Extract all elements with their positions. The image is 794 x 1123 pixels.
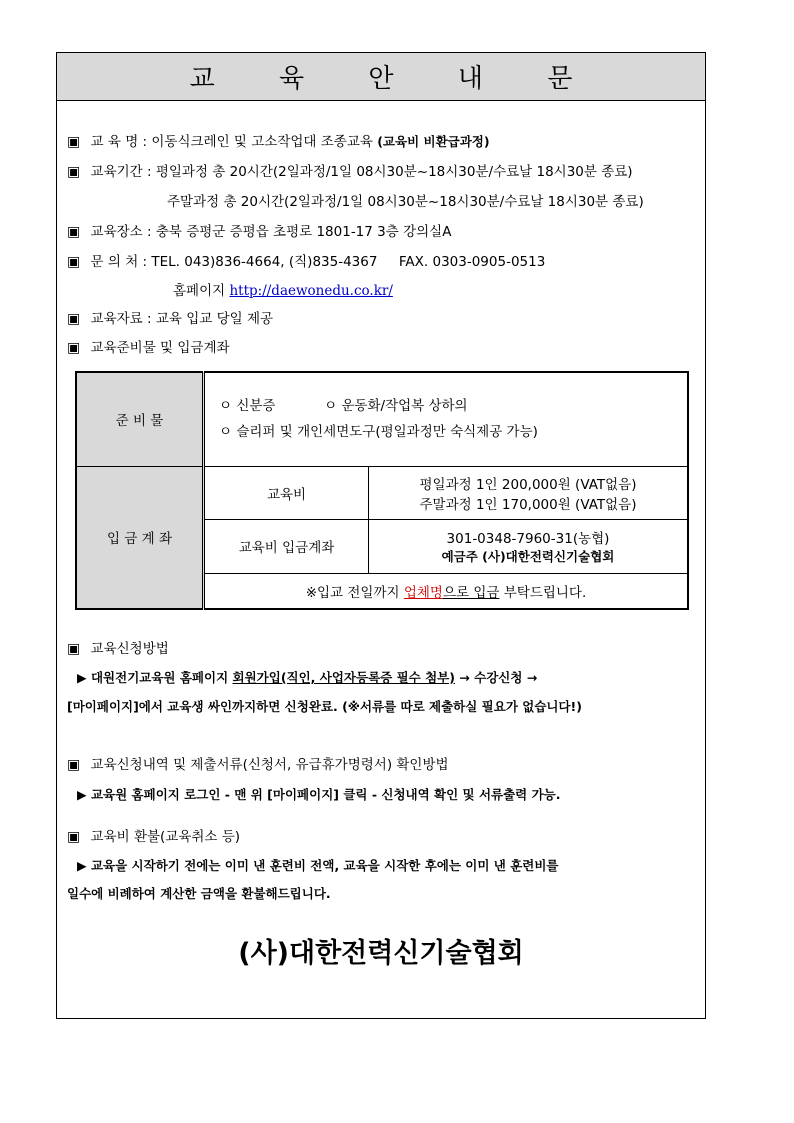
apply-line1-pre: 대원전기교육원 홈페이지 bbox=[90, 670, 233, 685]
bullet-icon: ▣ bbox=[67, 340, 81, 356]
contact-label: 문 의 처 : bbox=[90, 254, 148, 270]
contact-row bbox=[67, 253, 545, 271]
table-row bbox=[76, 372, 688, 466]
contact-value: TEL. 043)836-4664, (직)835-4367 FAX. 0303-0905-0513 bbox=[151, 254, 546, 270]
refund-line-2 bbox=[67, 885, 331, 903]
notice-cell bbox=[204, 573, 689, 609]
prep-item-workwear: ㅇ 운동화/작업복 상하의 bbox=[324, 398, 468, 415]
place-label: 교육장소 : bbox=[90, 224, 152, 240]
notice-company-name: 업체명 bbox=[403, 584, 443, 601]
refund-heading: 교육비 환불(교육취소 등) bbox=[90, 829, 241, 845]
course-note: (교육비 비환급과정) bbox=[377, 134, 490, 149]
account-label-cell bbox=[204, 519, 369, 573]
apply-line-1 bbox=[77, 669, 537, 687]
place-row bbox=[67, 223, 451, 241]
prep-item-id: ㅇ 신분증 bbox=[219, 398, 276, 415]
payment-header-cell bbox=[76, 466, 204, 609]
bullet-icon: ▣ bbox=[67, 829, 81, 845]
payment-header: 입 금 계 좌 bbox=[106, 531, 173, 548]
table-row bbox=[76, 466, 688, 519]
arrow-icon: ▶ bbox=[77, 787, 87, 802]
account-label: 교육비 입금계좌 bbox=[238, 540, 335, 556]
period-row bbox=[67, 163, 633, 181]
apply-line2: [마이페이지]에서 교육생 싸인까지하면 신청완료. (※서류를 따로 제출하실 필요가 없습니다!) bbox=[67, 699, 582, 714]
apply-line1-post: → 수강신청 → bbox=[454, 670, 538, 685]
prep-item-toiletries: ㅇ 슬리퍼 및 개인세면도구(평일과정만 숙식제공 가능) bbox=[219, 424, 538, 441]
check-line1: 교육원 홈페이지 로그인 - 맨 위 [마이페이지] 클릭 - 신청내역 확인 및 서류출력 가능. bbox=[90, 787, 561, 802]
prep-payment-table bbox=[75, 371, 689, 610]
course-label: 교 육 명 : bbox=[90, 134, 148, 150]
bullet-icon: ▣ bbox=[67, 641, 81, 657]
apply-line-2 bbox=[67, 698, 582, 716]
place-value: 충북 증평군 증평읍 초평로 1801-17 3층 강의실A bbox=[155, 224, 452, 240]
apply-heading: 교육신청방법 bbox=[90, 641, 169, 657]
notice-mid: 으로 입금 bbox=[442, 584, 500, 601]
period-weekday: 평일과정 총 20시간(2일과정/1일 08시30분~18시30분/수료날 18시30분 종료) bbox=[155, 164, 633, 180]
fee-weekday: 평일과정 1인 200,000원 (VAT없음) bbox=[419, 476, 637, 493]
prep-header-cell bbox=[76, 372, 204, 466]
refund-line2: 일수에 비례하여 계산한 금액을 환불해드립니다. bbox=[67, 886, 331, 901]
fee-weekend: 주말과정 1인 170,000원 (VAT없음) bbox=[419, 496, 637, 513]
material-label: 교육자료 : bbox=[90, 311, 152, 327]
bullet-icon: ▣ bbox=[67, 134, 81, 150]
apply-heading-row bbox=[67, 640, 169, 658]
fee-label-cell bbox=[204, 466, 369, 519]
material-row bbox=[67, 310, 273, 328]
refund-line-1 bbox=[77, 857, 559, 875]
bullet-icon: ▣ bbox=[67, 254, 81, 270]
account-value-cell bbox=[369, 519, 689, 573]
account-holder: 예금주 (사)대한전력신기술협회 bbox=[441, 549, 615, 564]
page-title: 교 육 안 내 문 bbox=[189, 64, 601, 94]
apply-line1-underline: 회원가입(직인, 사업자등록증 필수 첨부) bbox=[232, 670, 455, 685]
period-weekend: 주말과정 총 20시간(2일과정/1일 08시30분~18시30분/수료날 18시30분 종료) bbox=[167, 194, 644, 210]
check-heading: 교육신청내역 및 제출서류(신청서, 유급휴가명령서) 확인방법 bbox=[90, 757, 449, 773]
course-name-row bbox=[67, 133, 490, 151]
bullet-icon: ▣ bbox=[67, 224, 81, 240]
refund-line1: 교육을 시작하기 전에는 이미 낸 훈련비 전액, 교육을 시작한 후에는 이미 낸 훈련비를 bbox=[90, 858, 559, 873]
period-weekend-row bbox=[167, 193, 644, 211]
title-bar bbox=[57, 53, 705, 101]
prep-heading: 교육준비물 및 입금계좌 bbox=[90, 340, 230, 356]
prep-heading-row bbox=[67, 339, 230, 357]
homepage-link[interactable]: http://daewonedu.co.kr/ bbox=[229, 283, 393, 299]
refund-heading-row bbox=[67, 828, 240, 846]
prep-items-cell bbox=[204, 372, 689, 466]
period-label: 교육기간 : bbox=[90, 164, 152, 180]
arrow-icon: ▶ bbox=[77, 670, 87, 685]
notice-document bbox=[56, 52, 706, 1019]
material-value: 교육 입교 당일 제공 bbox=[155, 311, 274, 327]
course-name: 이동식크레인 및 고소작업대 조종교육 bbox=[151, 134, 373, 150]
check-line-1 bbox=[77, 786, 561, 804]
account-number: 301-0348-7960-31(농협) bbox=[446, 531, 610, 547]
bullet-icon: ▣ bbox=[67, 757, 81, 773]
prep-header: 준 비 물 bbox=[115, 413, 164, 430]
fee-label: 교육비 bbox=[266, 486, 307, 503]
bullet-icon: ▣ bbox=[67, 164, 81, 180]
fee-value-cell bbox=[369, 466, 689, 519]
check-heading-row bbox=[67, 756, 449, 774]
bullet-icon: ▣ bbox=[67, 311, 81, 327]
notice-post: 부탁드립니다. bbox=[499, 584, 587, 601]
organization-name: (사)대한전력신기술협회 bbox=[238, 938, 524, 969]
notice-pre: ※입교 전일까지 bbox=[305, 584, 404, 601]
arrow-icon: ▶ bbox=[77, 858, 87, 873]
homepage-label: 홈페이지 bbox=[173, 283, 226, 299]
homepage-row bbox=[173, 282, 393, 300]
